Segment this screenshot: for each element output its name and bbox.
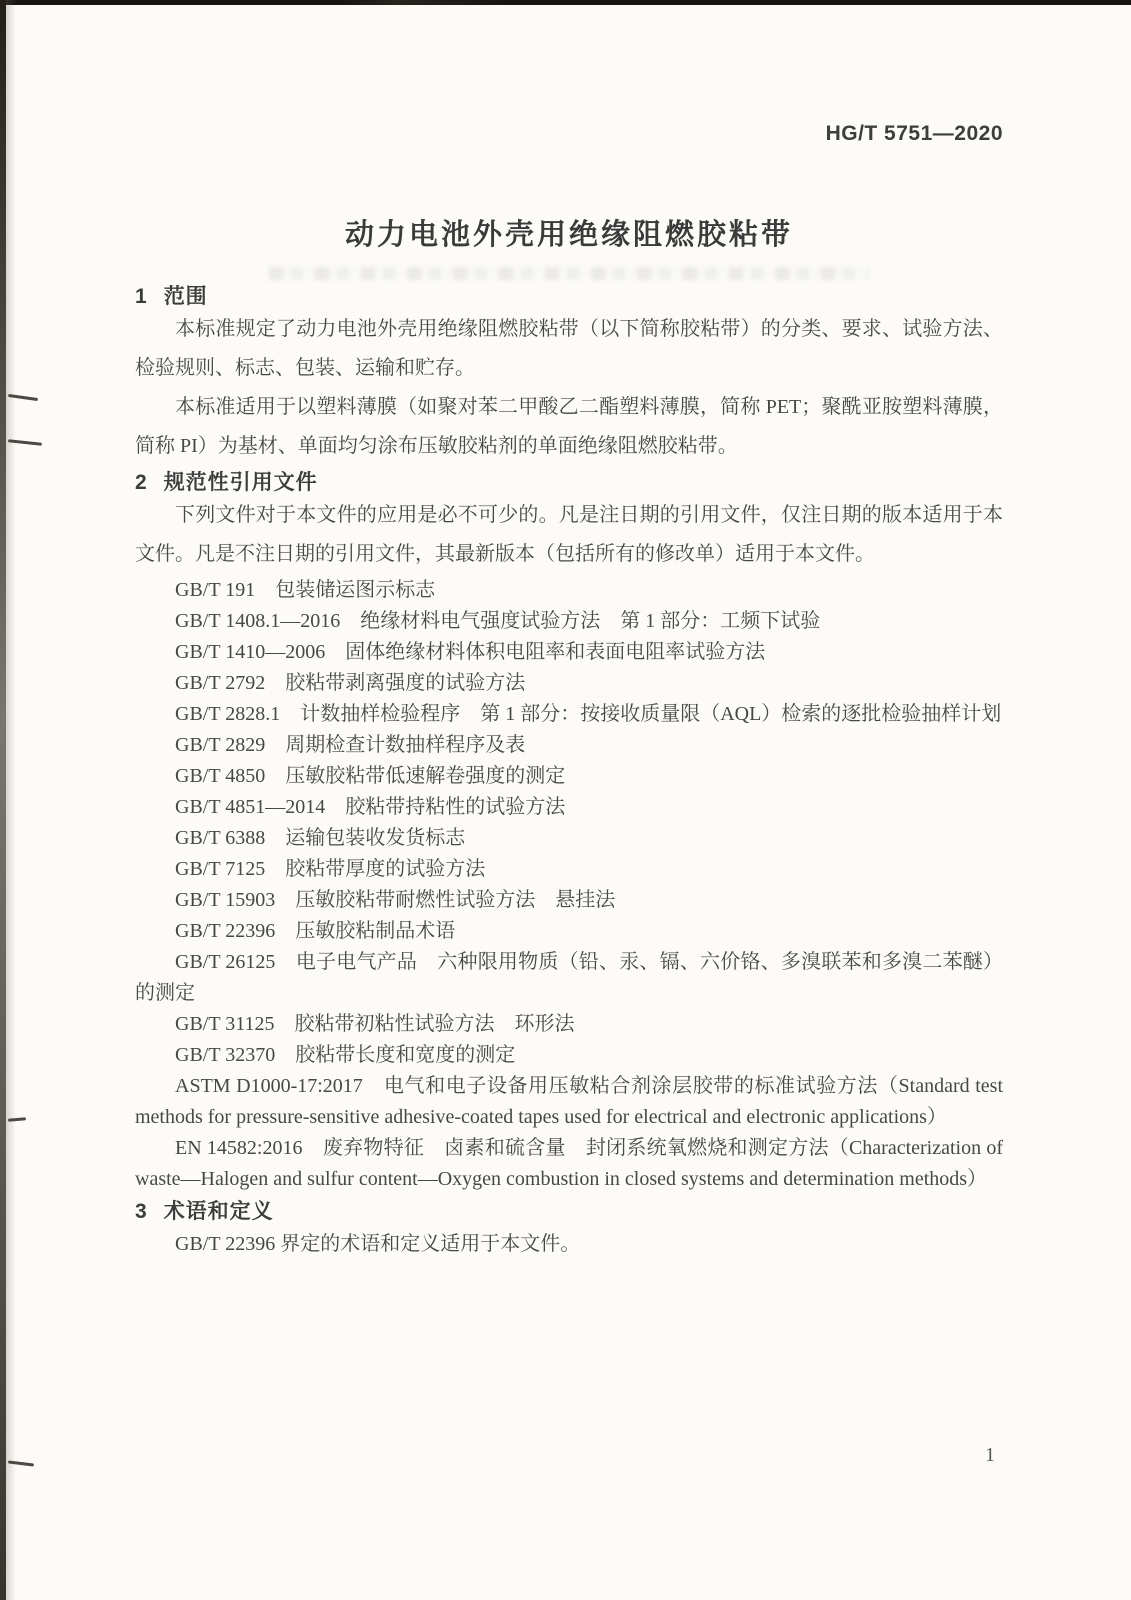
section-2-heading [135,466,1003,496]
reference-item: GB/T 7125 胶粘带厚度的试验方法 [175,858,486,880]
reference-item: GB/T 2792 胶粘带剥离强度的试验方法 [175,672,526,694]
binding-mark [8,1117,26,1122]
reference-item: GB/T 191 包装储运图示标志 [175,579,436,601]
reference-item: GB/T 4851—2014 胶粘带持粘性的试验方法 [175,796,566,818]
scope-paragraph-1: 本标准规定了动力电池外壳用绝缘阻燃胶粘带（以下简称胶粘带）的分类、要求、试验方法、检验规则、标志、包装、运输和贮存。 [135,318,1003,379]
reference-item: GB/T 2829 周期检查计数抽样程序及表 [175,734,526,756]
ink-bleed-artifact [269,267,869,280]
reference-item: GB/T 6388 运输包装收发货标志 [175,827,466,849]
reference-item: GB/T 1410—2006 固体绝缘材料体积电阻率和表面电阻率试验方法 [175,641,766,663]
scope-paragraph-2: 本标准适用于以塑料薄膜（如聚对苯二甲酸乙二酯塑料薄膜，简称 PET；聚酰亚胺塑料薄膜，简称 PI）为基材、单面均匀涂布压敏胶粘剂的单面绝缘阻燃胶粘带。 [135,396,1003,457]
section-3-heading [135,1195,1003,1225]
terms-paragraph: GB/T 22396 界定的术语和定义适用于本文件。 [175,1233,581,1255]
reference-item: GB/T 4850 压敏胶粘带低速解卷强度的测定 [175,765,566,787]
section-2-title: 规范性引用文件 [163,471,318,494]
section-1-heading [135,280,1003,310]
scan-left-edge-shadow [6,0,16,1600]
page-number: 1 [985,1444,995,1466]
reference-item: GB/T 32370 胶粘带长度和宽度的测定 [175,1044,516,1066]
reference-item: GB/T 15903 压敏胶粘带耐燃性试验方法 悬挂法 [175,889,616,911]
reference-item: GB/T 1408.1—2016 绝缘材料电气强度试验方法 第 1 部分：工频下试验 [175,610,821,632]
page-content [135,0,1003,1264]
reference-item: GB/T 31125 胶粘带初粘性试验方法 环形法 [175,1013,575,1035]
references-intro-paragraph: 下列文件对于本文件的应用是必不可少的。凡是注日期的引用文件，仅注日期的版本适用于本文件。凡是不注日期的引用文件，其最新版本（包括所有的修改单）适用于本文件。 [135,504,1003,565]
reference-item: ASTM D1000-17:2017 电气和电子设备用压敏粘合剂涂层胶带的标准试验方法（Standard test methods for pressure-sensitive adhesive-coated tapes used for electrical and electronic applications） [135,1075,1003,1128]
section-1-title: 范围 [163,285,208,308]
section-3-title: 术语和定义 [163,1200,274,1223]
standard-number: HG/T 5751—2020 [825,122,1003,145]
section-1-number: 1 [135,285,147,308]
reference-item: GB/T 2828.1 计数抽样检验程序 第 1 部分：按接收质量限（AQL）检索的逐批检验抽样计划 [175,703,1002,725]
document-title: 动力电池外壳用绝缘阻燃胶粘带 [344,219,793,251]
reference-list [135,575,1003,1195]
section-3-number: 3 [135,1200,147,1223]
reference-item: EN 14582:2016 废弃物特征 卤素和硫含量 封闭系统氧燃烧和测定方法（Characterization of waste—Halogen and sulfur content—Oxygen combustion in closed systems and determination methods） [135,1137,1003,1190]
section-2-number: 2 [135,471,147,494]
reference-item: GB/T 26125 电子电气产品 六种限用物质（铅、汞、镉、六价铬、多溴联苯和多溴二苯醚）的测定 [135,951,1003,1004]
reference-item: GB/T 22396 压敏胶粘制品术语 [175,920,456,942]
